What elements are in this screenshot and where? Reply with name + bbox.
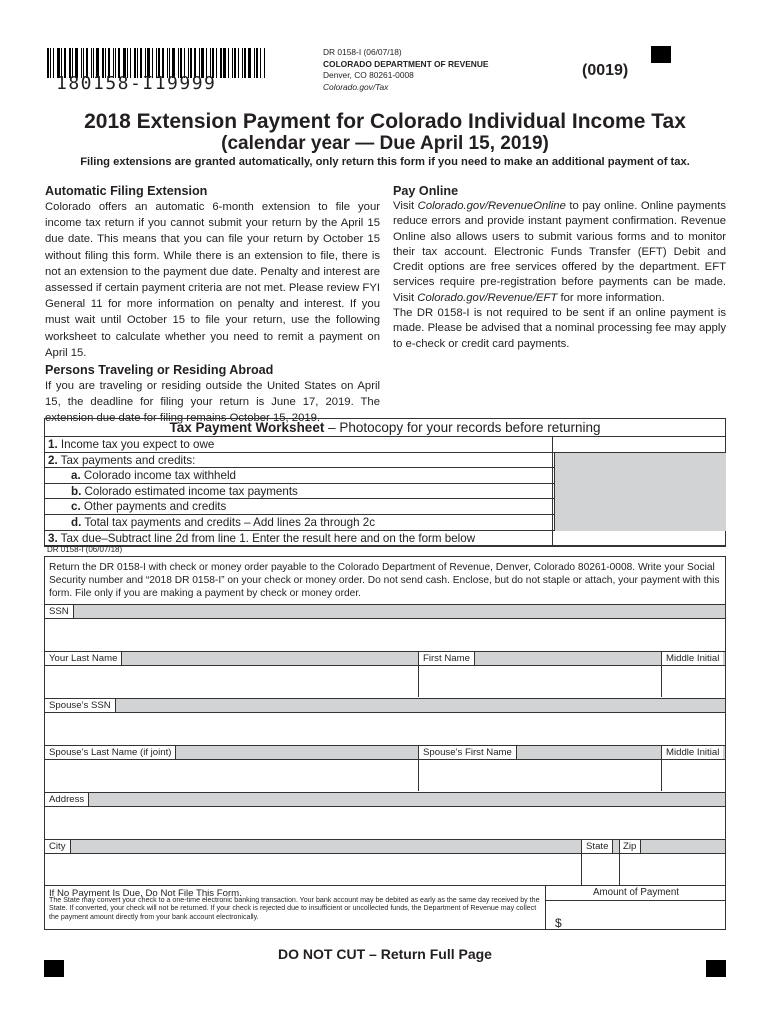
state-input[interactable] [582, 854, 618, 885]
worksheet-line-3 [45, 531, 725, 547]
right-column [393, 182, 726, 352]
form-id: DR 0158-I (06/07/18) [323, 47, 402, 57]
line-number: b. [71, 484, 82, 498]
first-name-input[interactable] [419, 666, 660, 697]
registration-mark [651, 46, 671, 63]
worksheet-title [45, 419, 725, 437]
barcode-bar [264, 48, 265, 78]
barcode-number: 180158-I19999 [56, 73, 217, 94]
line-number: a. [71, 469, 81, 483]
do-not-cut-notice: DO NOT CUT – Return Full Page [278, 946, 492, 962]
page-title: 2018 Extension Payment for Colorado Individual Income Tax [84, 110, 686, 133]
payment-voucher [44, 556, 726, 930]
no-payment-note: If No Payment Is Due, Do Not File This Form. [49, 888, 242, 899]
page-subtitle: (calendar year — Due April 15, 2019) [221, 133, 549, 154]
spouse-last-name-input[interactable] [45, 760, 417, 791]
spouse-ssn-label: Spouse’s SSN [45, 699, 116, 712]
worksheet-line-label [45, 515, 553, 530]
line-number: 2. [48, 453, 58, 467]
city-label: City [45, 840, 71, 853]
barcode-bar [254, 48, 255, 78]
divider [545, 885, 546, 929]
check-conversion-notice: The State may convert your check to a one-time electronic banking transaction. Your bank account may be debited as early as the same day received by the State. If converted, your check will not be returned. If your check is rejected due to insufficient or uncollected funds, the Department of Revenue may collect the payment amount directly from your bank account electronically. [49, 896, 540, 921]
line-number: c. [71, 500, 81, 514]
left-column [45, 182, 380, 427]
line-text: Total tax payments and credits – Add lines 2a through 2c [81, 515, 375, 529]
state-label: State [581, 840, 613, 853]
revenue-online-link[interactable]: Colorado.gov/RevenueOnline [417, 200, 566, 212]
pay-online-body [393, 199, 726, 306]
barcode-bar [220, 48, 222, 78]
last-name-input[interactable] [45, 666, 417, 697]
registration-mark [706, 960, 726, 977]
ssn-label-bar [45, 604, 725, 619]
department-website: Colorado.gov/Tax [323, 81, 389, 92]
pay-online-heading: Pay Online [393, 184, 459, 198]
name-label-bar [45, 651, 725, 666]
first-name-label: First Name [418, 652, 475, 665]
line-number: 3. [48, 531, 58, 545]
amount-of-payment-input[interactable] [567, 901, 725, 929]
auto-extension-heading: Automatic Filing Extension [45, 184, 208, 198]
line-text: Other payments and credits [80, 500, 227, 514]
text: for more information. [557, 291, 665, 304]
line-text: Income tax you expect to owe [57, 438, 215, 451]
voucher-instructions: Return the DR 0158-I with check or money order payable to the Colorado Department of Revenue, Denver, Colorado 80261-0008. Write your Social Security number and “2018 DR 0158-I” on your check or money order. Do not send cash. Enclose, but do not staple or attach, your payment with this form. File only if you are making a payment by check or money order. [49, 562, 720, 600]
spouse-name-label-bar [45, 745, 725, 760]
filing-note: Filing extensions are granted automatically, only return this form if you need to make an additional payment of tax. [80, 156, 690, 168]
divider [45, 885, 725, 886]
barcode-bar [228, 48, 229, 78]
tax-payment-worksheet [44, 418, 726, 547]
barcode-bar [256, 48, 258, 78]
line-text: Tax payments and credits: [57, 453, 196, 467]
spouse-ssn-label-bar [45, 698, 725, 713]
line-number: 1. [48, 438, 58, 451]
pay-online-note: The DR 0158-I is not required to be sent if an online payment is made. Please be advised that a nominal processing fee may apply to e-check or credit card payments. [393, 307, 726, 350]
worksheet-line-3-input[interactable] [553, 531, 725, 546]
last-name-label: Your Last Name [45, 652, 122, 665]
barcode-bar [244, 48, 246, 78]
barcode-bar [260, 48, 261, 78]
eft-link[interactable]: Colorado.gov/Revenue/EFT [417, 291, 558, 304]
address-label-bar [45, 792, 725, 807]
worksheet-line-label [45, 437, 553, 452]
address-input[interactable] [45, 807, 725, 838]
zip-label: Zip [619, 840, 641, 853]
address-label: Address [45, 793, 89, 806]
city-input[interactable] [45, 854, 580, 885]
ssn-input[interactable] [45, 619, 725, 650]
abroad-body: If you are traveling or residing outside the United States on April 15, the deadline for filing your return is June 17, 2019. The extension due date for filing remains October 15, 2019. [45, 380, 380, 425]
city-label-bar [45, 839, 725, 854]
barcode-bar [53, 48, 54, 78]
line-text: Colorado income tax withheld [80, 469, 236, 483]
middle-initial-label: Middle Initial [661, 652, 723, 665]
spouse-last-name-label: Spouse’s Last Name (if joint) [45, 746, 176, 759]
line-number: d. [71, 515, 82, 529]
worksheet-line-label [45, 468, 553, 483]
worksheet-line-label [45, 484, 553, 499]
line-text: Tax due–Subtract line 2d from line 1. Enter the result here and on the form below [57, 531, 476, 545]
voucher-form-id: DR 0158-I (06/07/18) [47, 545, 123, 554]
spouse-ssn-input[interactable] [45, 713, 725, 744]
form-code: (0019) [582, 62, 629, 79]
worksheet-line-label [45, 499, 553, 514]
spouse-first-name-label: Spouse’s First Name [418, 746, 517, 759]
department-address: Denver, CO 80261-0008 [323, 70, 414, 80]
department-name: COLORADO DEPARTMENT OF REVENUE [323, 58, 489, 69]
auto-extension-body: Colorado offers an automatic 6-month extension to file your income tax return if you cannot submit your return by the April 15 due date. This means that you can file your return by October 15 without filing this form. While there is an extension to file, there is not an extension to the payment due date. Penalty and interest are assessed if certain payment criteria are not met. Please review FYI General 11 for more information on penalty and interest. If you must wait until October 15 to file your return, use the following worksheet to calculate whether you need to remit a payment on April 15. [45, 201, 380, 359]
registration-mark [44, 960, 64, 977]
barcode-bar [47, 48, 49, 78]
agency-block [323, 47, 489, 93]
barcode-bar [242, 48, 243, 78]
worksheet-line-label [45, 453, 553, 468]
text: to pay online. Online payments reduce errors and provide instant payment confirmation. Revenue Online also allows users to submit various forms and to monitor their tax account. Electronic Funds Transfer (EFT) Debit and Credit options are free services offered by the department. EFT services require pre-registration before payments can be made. Visit [393, 200, 726, 304]
barcode-bar [238, 48, 239, 78]
worksheet-line-label [45, 531, 553, 546]
text: Visit [393, 200, 418, 212]
middle-initial-input[interactable] [662, 666, 725, 697]
amount-of-payment-label: Amount of Payment [592, 887, 680, 898]
dollar-sign: $ [555, 916, 562, 930]
worksheet-title-bold: Tax Payment Worksheet [169, 420, 325, 435]
worksheet-line-1 [45, 437, 725, 453]
zip-input[interactable] [620, 854, 725, 885]
ssn-label: SSN [45, 605, 74, 618]
abroad-heading: Persons Traveling or Residing Abroad [45, 363, 274, 378]
barcode-bar [50, 48, 51, 78]
line-text: Colorado estimated income tax payments [81, 484, 298, 498]
barcode-bar [223, 48, 226, 78]
worksheet-line-1-input[interactable] [553, 437, 725, 452]
spouse-middle-initial-label: Middle Initial [661, 746, 723, 759]
spouse-middle-initial-input[interactable] [662, 760, 725, 791]
barcode-bar [248, 48, 251, 78]
barcode-bar [232, 48, 233, 78]
worksheet-title-rest: – Photocopy for your records before returning [324, 420, 601, 435]
worksheet-shaded-area [554, 453, 726, 531]
barcode-bar [234, 48, 236, 78]
spouse-first-name-input[interactable] [419, 760, 660, 791]
